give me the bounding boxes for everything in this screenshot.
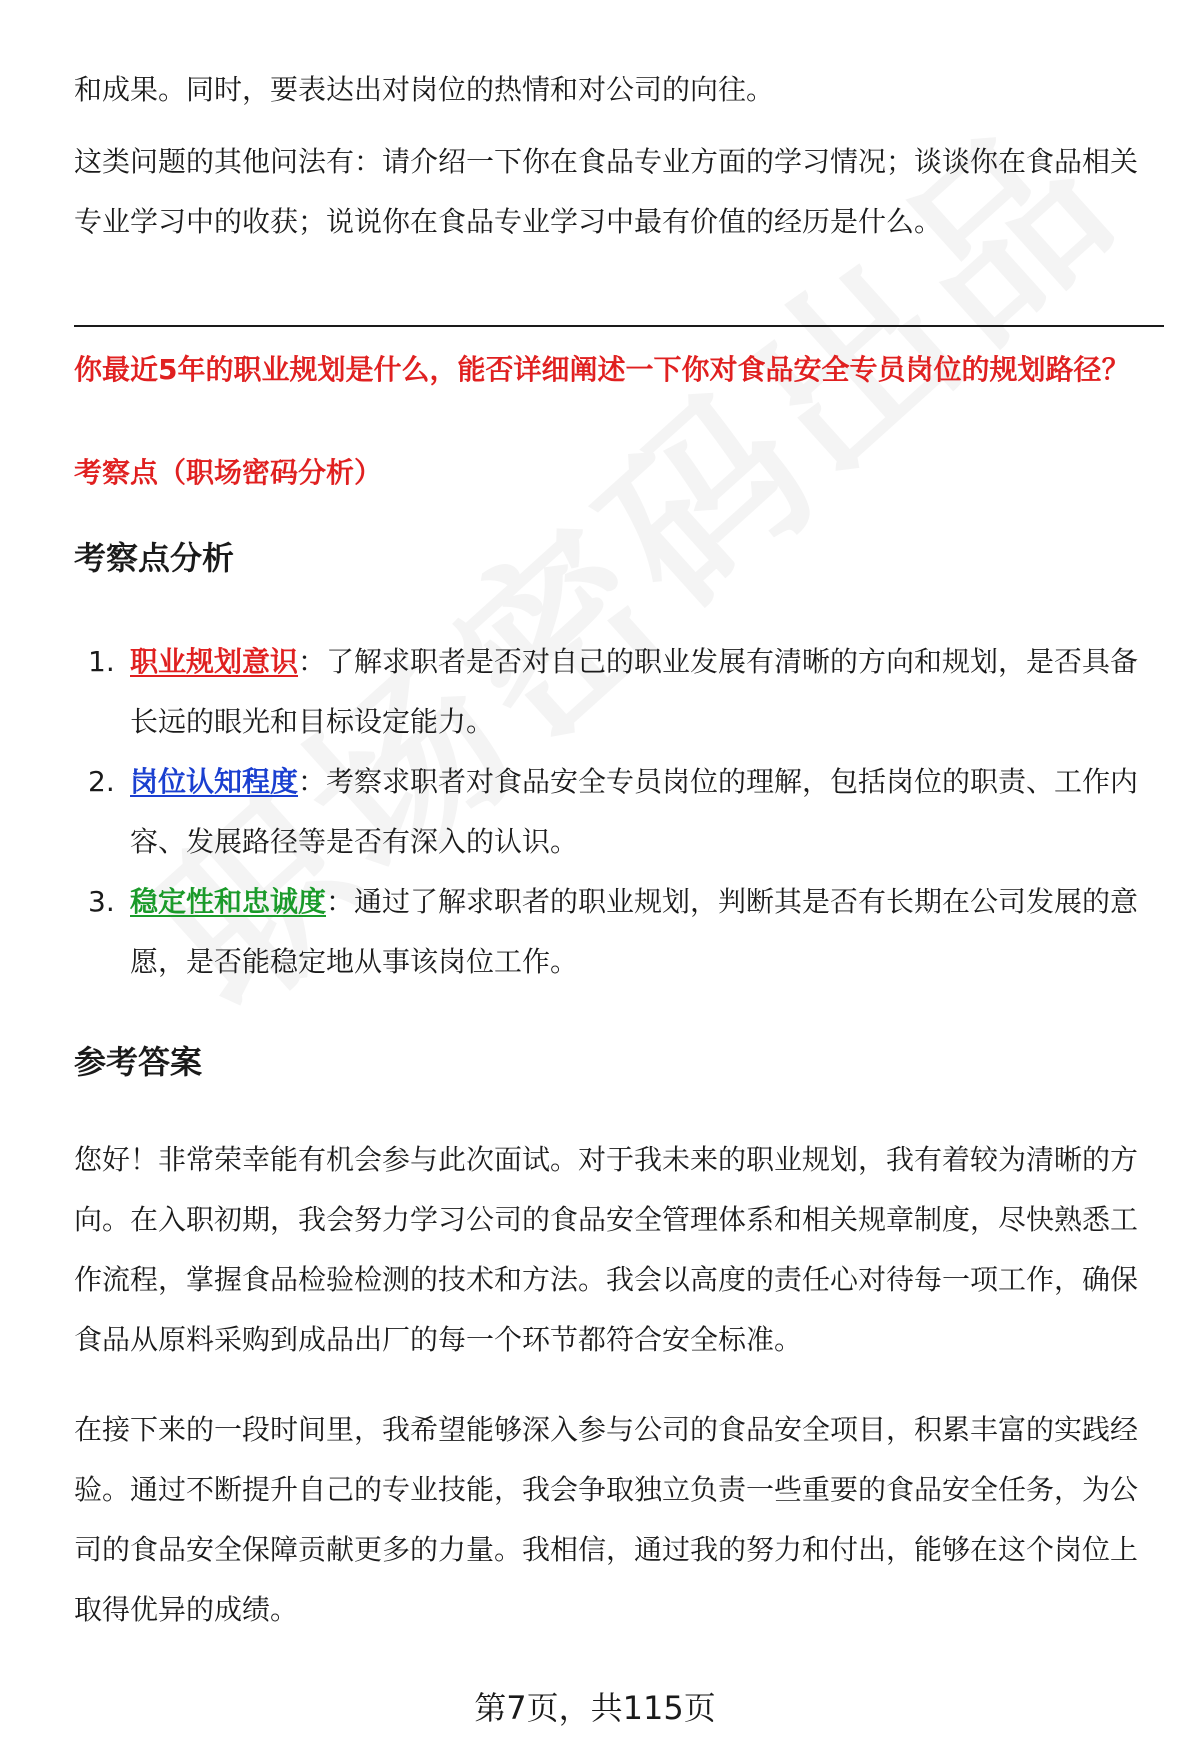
section-divider [74, 325, 1164, 327]
interview-question [74, 352, 1164, 388]
question-part-2: 职业规划 [233, 353, 346, 386]
analysis-heading: 考察点分析 [74, 539, 235, 577]
keyword-link[interactable]: 稳定性和忠诚度 [130, 885, 327, 918]
examine-point-label: 考察点（职场密码分析） [74, 456, 383, 489]
list-item [74, 872, 1164, 992]
question-part-1: 你最近5年的 [74, 353, 234, 386]
analysis-list [74, 632, 1164, 992]
answer-heading: 参考答案 [74, 1043, 203, 1081]
question-part-6: 你对食品安全专员岗位的规划路径 [681, 353, 1102, 386]
question-part-4: 详细阐述 [513, 353, 626, 386]
list-item-text: ：考察求职者对食品安全专员岗位的理解，包括岗位的职责、工作内容、发展路径等是否有深入的认识。 [130, 765, 1139, 858]
keyword-link[interactable]: 岗位认知程度 [130, 765, 299, 798]
intro-line: 和成果。同时，要表达出对岗位的热情和对公司的向往。 [74, 73, 775, 106]
list-item [74, 632, 1164, 752]
question-part-7: ？ [1101, 353, 1130, 386]
answer-paragraph-2: 在接下来的一段时间里，我希望能够深入参与公司的食品安全项目，积累丰富的实践经验。通过不断提升自己的专业技能，我会争取独立负责一些重要的食品安全任务，为公司的食品安全保障贡献更多的力量。我相信，通过我的努力和付出，能够在这个岗位上取得优异的成绩。 [74, 1413, 1139, 1626]
list-number: 3. [88, 885, 115, 918]
list-number: 2. [88, 765, 115, 798]
question-part-5: 一下 [625, 353, 682, 386]
list-item-text: ：了解求职者是否对自己的职业发展有清晰的方向和规划，是否具备长远的眼光和目标设定能力。 [130, 645, 1139, 738]
other-questions-paragraph: 这类问题的其他问法有：请介绍一下你在食品专业方面的学习情况；谈谈你在食品相关专业学习中的收获；说说你在食品专业学习中最有价值的经历是什么。 [74, 145, 1139, 238]
list-number: 1. [88, 645, 115, 678]
list-item-text: ：通过了解求职者的职业规划，判断其是否有长期在公司发展的意愿，是否能稳定地从事该岗位工作。 [130, 885, 1139, 978]
keyword-link[interactable]: 职业规划意识 [130, 645, 299, 678]
answer-paragraph-1: 您好！非常荣幸能有机会参与此次面试。对于我未来的职业规划，我有着较为清晰的方向。在入职初期，我会努力学习公司的食品安全管理体系和相关规章制度，尽快熟悉工作流程，掌握食品检验检测的技术和方法。我会以高度的责任心对待每一项工作，确保食品从原料采购到成品出厂的每一个环节都符合安全标准。 [74, 1143, 1139, 1356]
list-item [74, 752, 1164, 872]
page-number: 第7页，共115页 [474, 1689, 716, 1727]
question-part-3: 是什么，能否 [345, 353, 514, 386]
